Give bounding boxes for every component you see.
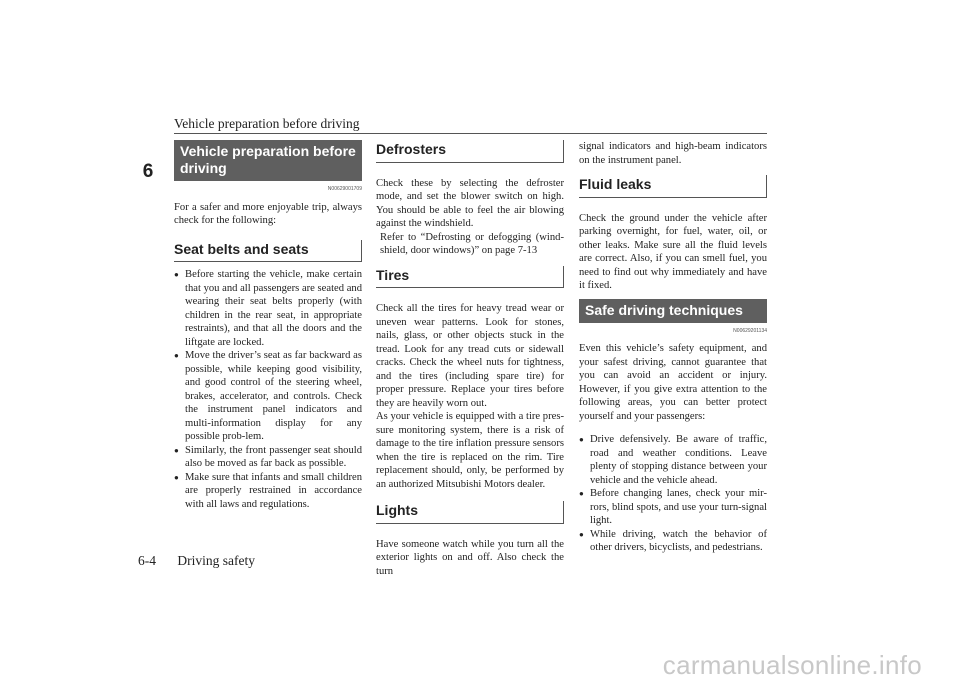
page-number: 6-4	[138, 553, 156, 568]
page-header-title: Vehicle preparation before driving	[174, 116, 360, 131]
intro-text: For a safer and more enjoyable trip, always check for the following:	[174, 201, 362, 226]
list-item: ● Drive defensively. Be aware of traffic, road and weather conditions. Leave plenty of stopping distance between your vehicle and the vehicle ahead.	[579, 433, 767, 487]
column-1	[174, 140, 362, 511]
list-item: ● Similarly, the front passenger seat should also be moved as far back as possible.	[174, 444, 362, 471]
list-item: ● Move the driver’s seat as far backward as possible, while keeping good visibility, and good control of the steering wheel, brakes, accelerator, and controls. Check the instrument panel indicators and multi-information display for any possible prob-lem.	[174, 349, 362, 444]
lights-text-continued: signal indicators and high-beam indicators on the instrument panel.	[579, 141, 767, 166]
watermark-text: carmanualsonline.info	[662, 650, 922, 680]
column-2	[376, 140, 564, 578]
header-rule	[174, 133, 767, 134]
list-item: ● Before starting the vehicle, make certain that you and all passengers are seated and wearing their seat belts properly (with children in the rear seat, in appropriate restraints), and that all the doors and the liftgate are locked.	[174, 268, 362, 349]
section-heading-lights: Lights	[376, 501, 564, 524]
column-3	[579, 140, 767, 555]
fluid-text: Check the ground under the vehicle after parking overnight, for fuel, water, oil, or other leaks. Make sure all the fluid levels are correct. Also, if you can smell fuel, you need to find out why immediately and have it fixed.	[579, 212, 767, 291]
defroster-reference: Refer to “Defrosting or defogging (wind-shield, door windows)” on page 7-13	[380, 231, 564, 256]
reference-code: N00629001709	[327, 186, 362, 192]
page-footer	[138, 553, 273, 569]
safe-driving-text: Even this vehicle’s safety equipment, and your safest driving, cannot guarantee that you can avoid an accident or injury. However, if you give extra attention to the following areas, you can better protect yourself and your passengers:	[579, 343, 767, 422]
section-heading-vehicle-preparation: Vehicle preparation before driving	[174, 140, 362, 181]
list-item: ● Before changing lanes, check your mir-rors, blind spots, and use your turn-signal light.	[579, 487, 767, 528]
section-heading-defrosters: Defrosters	[376, 140, 564, 163]
safe-driving-checklist	[579, 433, 767, 555]
defroster-text: Check these by selecting the defroster mode, and set the blower switch on high. You should be able to feel the air blowing against the windshield.	[376, 177, 564, 229]
list-item: ● While driving, watch the behavior of other drivers, bicyclists, and pedestrians.	[579, 528, 767, 555]
footer-section: Driving safety	[177, 553, 255, 568]
tires-pressure-text: As your vehicle is equipped with a tire pres-sure monitoring system, there is a risk of damage to the tire inflation pressure sensors when the tire is replaced on the rim. Tire replacement should, only, be performed by an authorized Mitsubishi Motors dealer.	[376, 411, 564, 490]
tires-text: Check all the tires for heavy tread wear or uneven wear patterns. Look for stones, nails, glass, or other objects stuck in the tread. Look for any tread cuts or sidewall cracks. Check the wheel nuts for tightness, and the tires (including spare tire) for proper pressure. Replace your tires before they are heavily worn out.	[376, 303, 564, 409]
chapter-tab: 6	[135, 159, 161, 185]
lights-text: Have someone watch while you turn all the exterior lights on and off. Also check the turn	[376, 538, 564, 577]
section-heading-seat-belts: Seat belts and seats	[174, 240, 362, 263]
section-heading-fluid-leaks: Fluid leaks	[579, 175, 767, 198]
section-heading-safe-driving: Safe driving techniques	[579, 299, 767, 323]
list-item: ● Make sure that infants and small children are properly restrained in accordance with all laws and regulations.	[174, 471, 362, 512]
section-heading-tires: Tires	[376, 266, 564, 289]
seat-checklist	[174, 268, 362, 511]
reference-code: N00629201134	[733, 327, 767, 334]
